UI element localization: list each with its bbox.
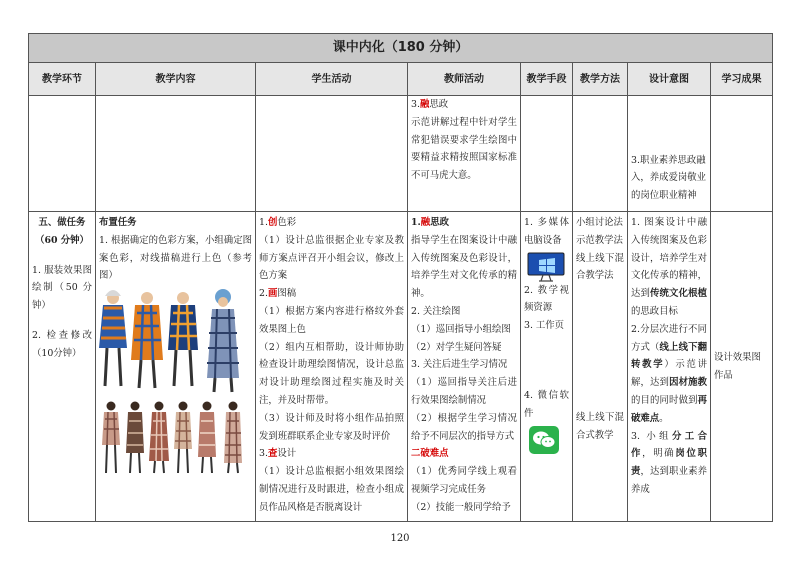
method-item: 示范教学法 (576, 234, 623, 246)
stage-item-1: 1. 服装效果图绘制（50 分钟） (32, 264, 92, 312)
method-item: 线上线下混合教学法 (576, 252, 624, 282)
teacher-text: （2）技能一般同学给予 (411, 501, 511, 513)
intent-paragraph-1: 1. 图案设计中融入传统图案及色彩设计，培养学生对文化传承的精神，达到传统文化根植的思政目标 (631, 217, 707, 317)
teacher-text: （2）根据学生学习情况给予不同层次的指导方式 (411, 412, 517, 442)
cell-outcome (711, 212, 773, 522)
header-teacher-activity: 教师活动 (408, 63, 521, 96)
stage-duration: （60 分钟） (35, 234, 89, 246)
fashion-sketches-image (99, 288, 249, 396)
header-stage: 教学环节 (29, 63, 96, 96)
cell-stage (29, 212, 96, 522)
cell-teacher (408, 96, 521, 212)
cell-content (96, 212, 256, 522)
outcome-text: 设计效果图作品 (714, 351, 761, 381)
page-number: 120 (390, 533, 410, 544)
cell-intent (628, 96, 711, 212)
means-item-4: 4. 微信软件 (524, 389, 569, 419)
method-item: 线上线下混合式教学 (576, 412, 624, 441)
cell-intent (628, 212, 711, 522)
table-title: 课中内化（180 分钟） (29, 34, 773, 63)
outfit-3 (149, 402, 169, 474)
cell-stage (29, 96, 96, 212)
means-item-3: 3. 工作页 (524, 320, 565, 332)
outfit-6 (224, 402, 242, 474)
outfit-2 (126, 402, 144, 474)
fashion-row-image (99, 399, 249, 479)
computer-display-icon (527, 252, 567, 282)
header-method: 教学方法 (573, 63, 628, 96)
figure-4 (207, 289, 239, 392)
teacher-text: （1）巡回指导小组绘图 (411, 323, 511, 335)
student-text: （1）设计总监很据企业专家及教师方案点评召开小组会议，修改上色方案 (259, 234, 404, 282)
cell-teacher (408, 212, 521, 522)
teacher-text: （2）对学生疑问答疑 (411, 341, 502, 353)
student-text: （1）根据方案内容进行格纹外套效果图上色 (259, 305, 404, 335)
cell-means (521, 212, 573, 522)
teacher-text: 2. 关注绘图 (411, 305, 461, 317)
content-text: 1. 根据确定的色彩方案，小组确定图案色彩，对线描稿进行上色（参考图） (99, 234, 252, 282)
student-text: （3）设计师及时将小组作品拍照发到班群联系企业专家及时评价 (259, 412, 404, 442)
teacher-heading: 3.融思政 (411, 99, 449, 110)
content-title: 布置任务 (99, 217, 137, 228)
intent-paragraph-2: 2.分层次进行不同方式（线上线下翻转教学）示范讲解，达到因材施教的目的同时做到再破难点。 (631, 323, 707, 424)
header-student-activity: 学生活动 (256, 63, 408, 96)
header-means: 教学手段 (521, 63, 573, 96)
cell-student (256, 96, 408, 212)
method-item: 小组讨论法 (576, 217, 623, 228)
cell-outcome (711, 96, 773, 212)
student-heading-3: 3.查设计 (259, 448, 297, 460)
outfit-4 (174, 402, 192, 474)
teacher-text: （1）巡回指导关注后进行效果图绘制情况 (411, 377, 517, 406)
student-text: （2）组内互相帮助，设计师协助检查设计助理绘图情况，设计总监对设计助理绘图过程实施及时关注，并及时帮带。 (259, 341, 404, 406)
student-heading-2: 2.画图稿 (259, 288, 297, 300)
figure-3 (168, 292, 198, 386)
cell-method (573, 96, 628, 212)
header-content: 教学内容 (96, 63, 256, 96)
table-row (29, 96, 773, 212)
teacher-text: （1）优秀同学线上观看视频学习完成任务 (411, 466, 517, 495)
means-item-1: 1. 多媒体电脑设备 (524, 217, 569, 246)
difficulty-label: 二破难点 (411, 448, 449, 460)
teacher-text: 指导学生在图案设计中融入传统图案及色彩设计，培养学生对文化传承的精神。 (411, 234, 517, 300)
header-outcome: 学习成果 (711, 63, 773, 96)
cell-student (256, 212, 408, 522)
wechat-icon (529, 426, 559, 454)
teacher-text: 示范讲解过程中针对学生常犯错误要求学生绘图中要精益求精按照国家标准不可马虎大意。 (411, 116, 517, 182)
stage-item-2: 2. 检查修改（10分钟） (32, 329, 92, 359)
intent-paragraph-3: 3. 小组分工合作，明确岗位职责，达到职业素养养成 (631, 430, 707, 495)
table-row (29, 212, 773, 522)
means-item-2: 2. 教学视频资源 (524, 284, 569, 314)
teacher-heading-1: 1.融思政 (411, 217, 449, 228)
stage-title: 五、做任务 (38, 217, 86, 228)
outfit-5 (198, 402, 216, 474)
teacher-text: 3. 关注后进生学习情况 (411, 359, 508, 371)
cell-means (521, 96, 573, 212)
cell-content (96, 96, 256, 212)
student-heading-1: 1.创色彩 (259, 217, 297, 228)
figure-1 (99, 290, 127, 386)
outfit-1 (102, 402, 120, 474)
student-text: （1）设计总监根据小组效果图绘制情况进行及时跟进，检查小组成员作品风格是否脱离设计 (259, 466, 404, 513)
intent-text: 3.职业素养思政融入，养成爱岗敬业的岗位职业精神 (631, 154, 707, 202)
lesson-plan-table (28, 33, 773, 522)
figure-2 (131, 292, 163, 388)
cell-method (573, 212, 628, 522)
header-intent: 设计意图 (628, 63, 711, 96)
